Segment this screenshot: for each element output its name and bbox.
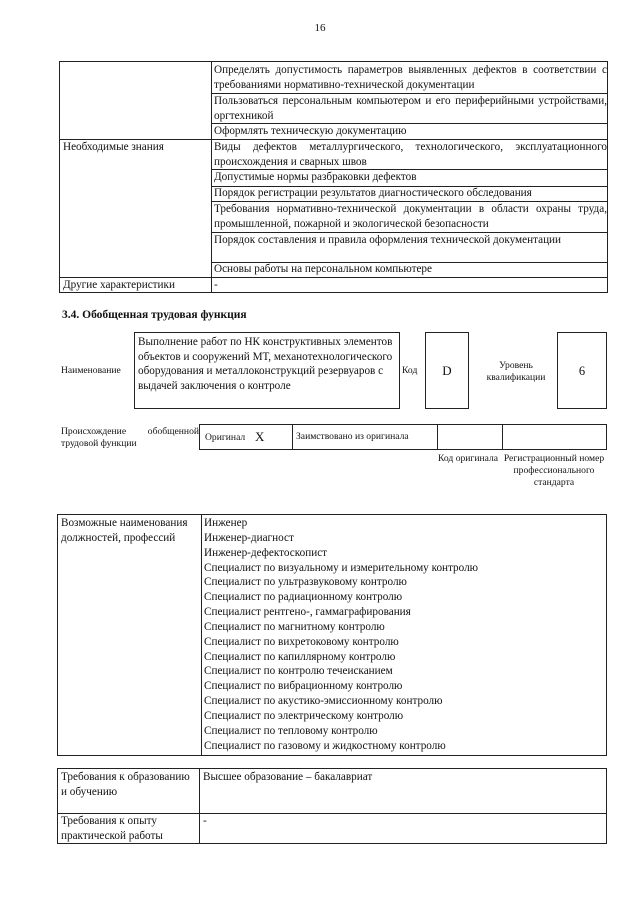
- position-item: Специалист по тепловому контролю: [204, 724, 378, 737]
- experience-label: Требования к опыту практической работы: [61, 815, 163, 842]
- cell-divider: [437, 425, 438, 449]
- level-value: 6: [578, 364, 586, 378]
- position-item: Специалист по газовому и жидкостному контролю: [204, 739, 446, 752]
- position-item: Специалист по магнитному контролю: [204, 620, 385, 633]
- knowledge-item: Виды дефектов металлургического, технологического, эксплуатационного происхождения и сварных швов: [214, 141, 607, 168]
- positions-list: [204, 516, 478, 754]
- cell-divider: [502, 425, 503, 449]
- education-value: Высшее образование – бакалавриат: [203, 771, 373, 783]
- other-characteristics-value: -: [214, 279, 218, 291]
- column-divider: [199, 769, 200, 843]
- positions-label: Возможные наименования должностей, профессий: [61, 517, 188, 544]
- position-item: Специалист по вихретоковому контролю: [204, 635, 399, 648]
- experience-value: -: [203, 815, 207, 827]
- code-original-caption: Код оригинала: [437, 453, 499, 464]
- position-item: Специалист по радиационному контролю: [204, 591, 403, 604]
- column-divider: [201, 515, 202, 755]
- position-item: Специалист рентгено-, гаммаграфирования: [204, 606, 411, 619]
- knowledge-item: Порядок регистрации результатов диагностического обследования: [214, 187, 532, 199]
- function-name-value: Выполнение работ по НК конструктивных элементов объектов и сооружений МТ, механотехнологического оборудования и металлоконструкций резервуаров с выдачей заключения о контроле: [138, 336, 393, 392]
- code-box: [425, 332, 469, 409]
- position-item: Специалист по контролю течеисканием: [204, 665, 393, 678]
- cell-divider: [292, 425, 293, 449]
- code-label: Код: [402, 365, 418, 376]
- borrowed-label: Заимствовано из оригинала: [296, 431, 409, 442]
- position-item: Специалист по капиллярному контролю: [204, 650, 396, 663]
- knowledge-item: Основы работы на персональном компьютере: [214, 263, 432, 275]
- level-box: [557, 332, 607, 409]
- skill-item: Оформлять техническую документацию: [214, 125, 407, 137]
- position-item: Специалист по акустико-эмиссионному контролю: [204, 695, 443, 708]
- education-label: Требования к образованию и обучению: [61, 771, 190, 798]
- skill-item: Определять допустимость параметров выявленных дефектов в соответствии с требованиями нормативно-технической документации: [214, 64, 607, 91]
- column-divider: [211, 62, 212, 292]
- position-item: Инженер: [204, 517, 248, 529]
- position-item: Специалист по визуальному и измерительному контролю: [204, 561, 479, 574]
- knowledge-item: Допустимые нормы разбраковки дефектов: [214, 171, 417, 183]
- position-item: Специалист по ультразвуковому контролю: [204, 576, 407, 589]
- reg-number-caption: Регистрационный номер профессионального стандарта: [503, 453, 605, 488]
- positions-table: [57, 514, 607, 756]
- section-title: 3.4. Обобщенная трудовая функция: [62, 309, 247, 321]
- skill-item: Пользоваться персональным компьютером и его периферийными устройствами, оргтехникой: [214, 95, 607, 122]
- function-name-box: [134, 332, 400, 409]
- requirements-table: [57, 768, 607, 844]
- origin-row: [199, 424, 607, 450]
- knowledge-item: Порядок составления и правила оформления технической документации: [214, 234, 562, 246]
- position-item: Инженер-диагност: [204, 531, 294, 544]
- position-item: Специалист по электрическому контролю: [204, 709, 404, 722]
- skills-knowledge-table: [59, 61, 608, 293]
- code-value: D: [442, 363, 452, 378]
- original-label: Оригинал: [205, 432, 246, 443]
- origin-label: Происхождение обобщенной трудовой функции: [61, 426, 199, 449]
- position-item: Специалист по вибрационному контролю: [204, 680, 403, 693]
- knowledge-item: Требования нормативно-технической документации в области охраны труда, промышленной, пожарной и экологической безопасности: [214, 203, 607, 230]
- level-label: Уровень квалификации: [486, 360, 546, 383]
- row-label-other: Другие характеристики: [63, 279, 175, 291]
- original-mark: X: [255, 429, 265, 444]
- position-item: Инженер-дефектоскопист: [204, 546, 328, 559]
- page-number: 16: [314, 22, 326, 34]
- name-label: Наименование: [61, 365, 121, 376]
- row-label-knowledge: Необходимые знания: [63, 141, 164, 153]
